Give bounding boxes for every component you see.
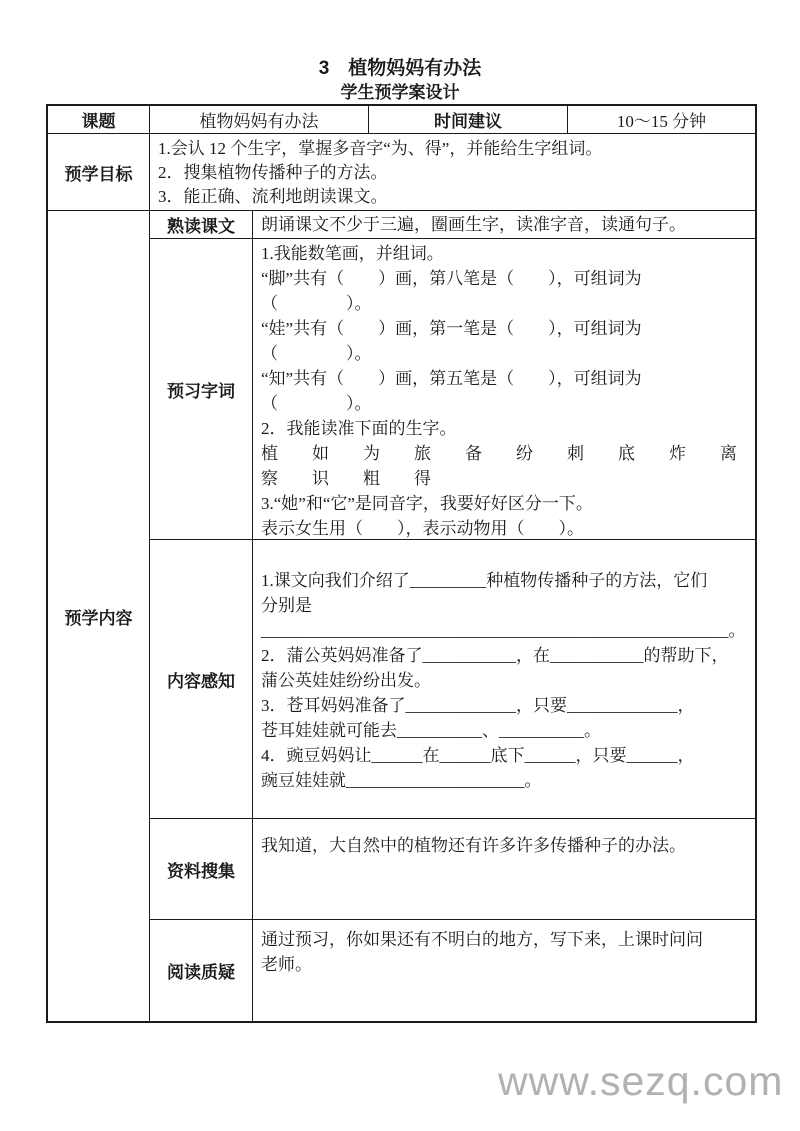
text-line: 2．蒲公英妈妈准备了___________，在___________的帮助下， <box>261 646 729 665</box>
text-line: 4．豌豆妈妈让______在______底下______，只要______， <box>261 746 695 765</box>
text-line: 察 识 粗 得 <box>261 469 431 488</box>
content-row <box>48 210 755 1021</box>
content-sections <box>149 211 755 1021</box>
text-line: （ ）。 <box>261 294 372 313</box>
section-reading-questions <box>150 919 755 1021</box>
section-material-collection-label: 资料搜集 <box>150 819 253 919</box>
text-line: 2．我能读准下面的生字。 <box>261 419 457 438</box>
text-line: 苍耳娃娃就可能去__________、__________。 <box>261 721 601 740</box>
goals-row <box>48 133 755 210</box>
text-line: 老师。 <box>261 955 312 974</box>
text-line: 通过预习，你如果还有不明白的地方，写下来，上课时问问 <box>261 930 703 949</box>
section-read-aloud-content <box>253 211 755 238</box>
header-row <box>48 106 755 133</box>
section-material-collection-content <box>253 819 755 919</box>
section-content-perception-label: 内容感知 <box>150 540 253 818</box>
section-reading-questions-label: 阅读质疑 <box>150 920 253 1021</box>
text-line: 3．能正确、流利地朗读课文。 <box>158 187 388 206</box>
text-line: 植 如 为 旅 备 纷 刺 底 炸 离 <box>261 444 737 463</box>
text-line: 表示女生用（ ），表示动物用（ ）。 <box>261 519 584 538</box>
lesson-title: 3 植物妈妈有办法 <box>318 58 482 79</box>
topic-value-cell: 植物妈妈有办法 <box>149 106 368 133</box>
text-line: 3．苍耳妈妈准备了_____________，只要_____________， <box>261 696 695 715</box>
section-preview-words-content <box>253 239 755 539</box>
goals-label-cell: 预学目标 <box>64 164 133 184</box>
text-line: （ ）。 <box>261 344 372 363</box>
section-reading-questions-content <box>253 920 755 1021</box>
prestudy-table <box>46 104 757 1023</box>
text-line: 分别是 <box>261 596 312 615</box>
text-line: 蒲公英娃娃纷纷出发。 <box>261 671 431 690</box>
section-preview-words-label: 预习字词 <box>150 239 253 539</box>
text-line: “知”共有（ ）画，第五笔是（ ），可组词为 <box>261 369 642 388</box>
text-line: 3.“她”和“它”是同音字，我要好好区分一下。 <box>261 494 593 513</box>
section-material-collection <box>150 818 755 919</box>
text-line: 1.课文向我们介绍了_________种植物传播种子的方法，它们 <box>261 571 708 590</box>
section-content-perception <box>150 539 755 818</box>
text-line: 1.会认 12 个生字，掌握多音字“为、得”，并能给生字组词。 <box>158 139 603 158</box>
sheet-subtitle: 学生预学案设计 <box>340 83 460 102</box>
text-line: 2．搜集植物传播种子的方法。 <box>158 163 388 182</box>
section-content-perception-content <box>253 540 755 818</box>
content-label-cell: 预学内容 <box>64 608 133 628</box>
section-read-aloud-label: 熟读课文 <box>150 211 253 238</box>
time-value-cell: 10～15 分钟 <box>567 106 755 133</box>
text-line: 1.我能数笔画，并组词。 <box>261 244 444 263</box>
goals-content-cell <box>149 134 755 210</box>
site-watermark: www.sezq.com <box>498 1058 784 1104</box>
text-line: “娃”共有（ ）画，第一笔是（ ），可组词为 <box>261 319 642 338</box>
text-line: “脚”共有（ ）画，第八笔是（ ），可组词为 <box>261 269 642 288</box>
text-line: 豌豆娃娃就_____________________。 <box>261 771 542 790</box>
section-preview-words <box>150 238 755 539</box>
text-line: _______________________________________________________。 <box>261 621 746 640</box>
text-line: （ ）。 <box>261 394 372 413</box>
topic-label-cell: 课题 <box>81 112 116 131</box>
section-read-aloud <box>150 211 755 238</box>
time-label-cell: 时间建议 <box>368 106 567 133</box>
text-line: 我知道，大自然中的植物还有许多许多传播种子的办法。 <box>261 836 686 855</box>
text-line: 朗诵课文不少于三遍，圈画生字，读准字音，读通句子。 <box>261 215 686 234</box>
